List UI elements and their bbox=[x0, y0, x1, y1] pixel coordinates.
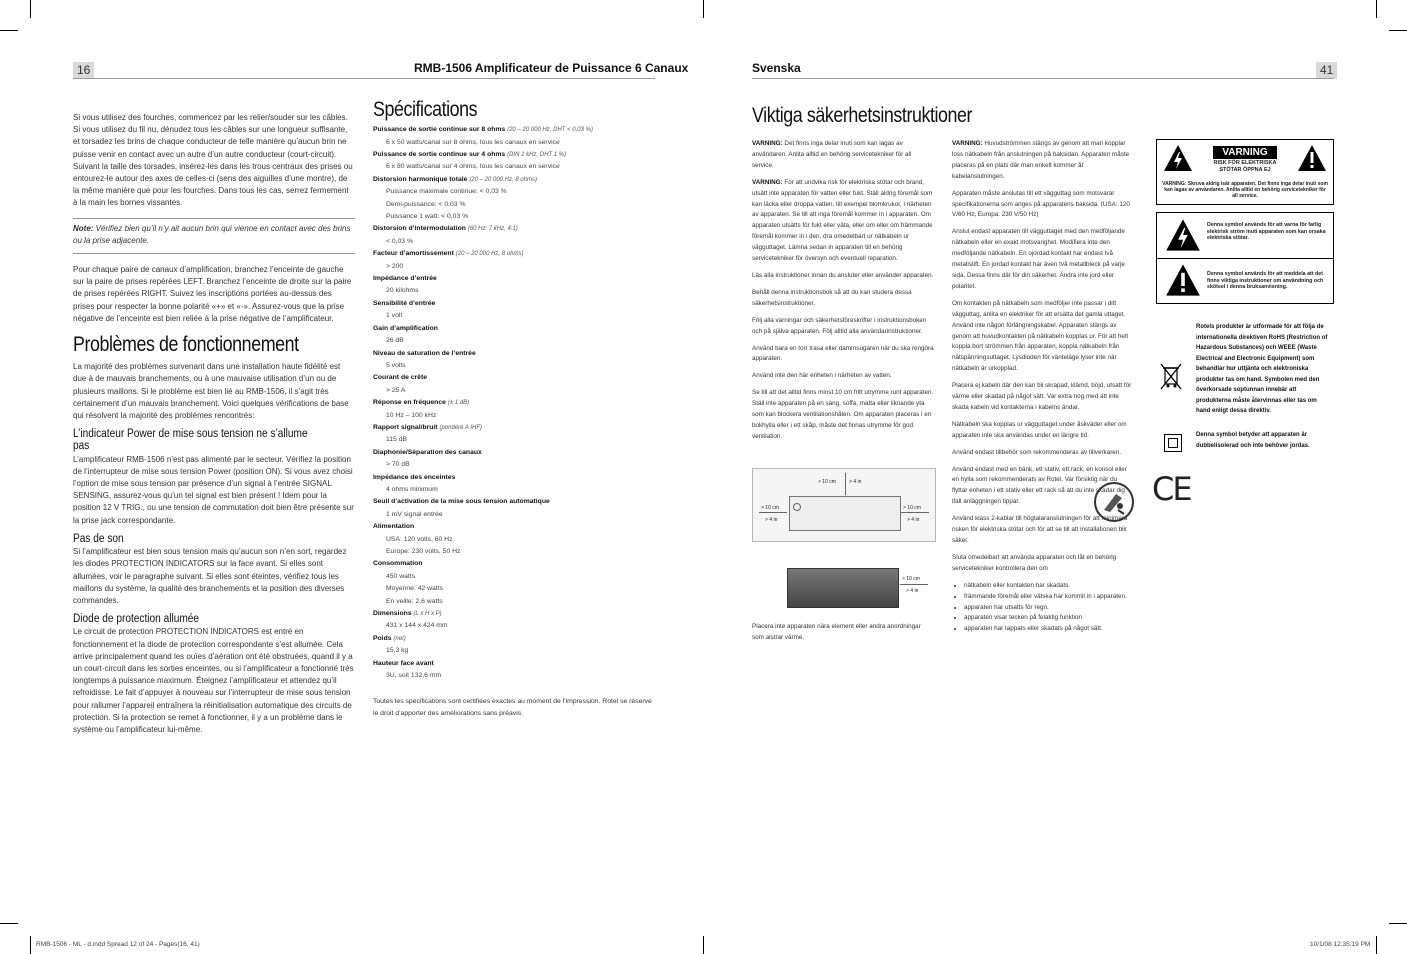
clearance-right2-arrow bbox=[900, 584, 928, 585]
specs-title: Spécifications bbox=[373, 98, 478, 121]
safety-bullet-item: • apparaten har tappats eller skadats på något sätt. bbox=[964, 624, 1134, 635]
spec-value: 20 kilohms bbox=[386, 287, 419, 295]
problems-title: Problèmes de fonctionnement bbox=[73, 333, 299, 357]
spec-value: 1 volt bbox=[386, 312, 403, 320]
spec-label-row bbox=[373, 397, 655, 409]
lightning-triangle-icon bbox=[1163, 144, 1193, 172]
subsection-protection-text: Le circuit de protection PROTECTION INDICATORS est entré en fonctionnement et la diode de protection correspondante s’est allumée. Cela arrive principalement quand les ouïes d’aération ont été obstruées, quand il y a un court-circuit dans les sorties enceintes, ou si l’amplificateur a fonctionné très longtemps à puissance maximum. Éteignez l’amplificateur et attendez qu’il refroidisse. Le fait d’appuyer à nouveau sur l’interrupteur de mise sous tension pour rallumer l’appareil entraînera la réinitialisation automatique des circuits de protection. Si la protection se remet à fonctionner, il y a un problème dans le système ou l’amplificateur lui-même. bbox=[73, 627, 354, 734]
note-label: Note: bbox=[73, 223, 94, 233]
spec-label: Distorsion d’intermodulation bbox=[373, 225, 466, 233]
spec-value: > 200 bbox=[386, 262, 404, 270]
subsection-power-title: L’indicateur Power de mise sous tension ne s’allume pas bbox=[73, 428, 308, 453]
spec-label: Alimentation bbox=[373, 523, 415, 531]
safety-paragraph bbox=[752, 388, 934, 443]
safety-paragraph bbox=[952, 420, 1134, 442]
spec-item bbox=[373, 223, 655, 248]
symbol-box bbox=[1156, 212, 1334, 304]
safety-paragraph bbox=[952, 139, 1134, 183]
spec-item bbox=[373, 472, 655, 497]
spec-item bbox=[373, 397, 655, 422]
spec-label-row bbox=[373, 174, 655, 186]
exclamation-symbol-text: Denna symbol används för att meddela att det finns viktiga instruktioner om användning och skötsel i denna bruksanvisning. bbox=[1207, 271, 1324, 290]
spec-item bbox=[373, 447, 655, 472]
spec-item bbox=[373, 298, 655, 323]
spec-value: > 70 dB bbox=[386, 461, 410, 469]
spec-label: Gain d’amplification bbox=[373, 324, 438, 332]
header-rule-left bbox=[73, 78, 655, 79]
spec-label-row bbox=[373, 521, 655, 533]
warning-banner: VARNING bbox=[1213, 146, 1277, 159]
page-number-right: 41 bbox=[1316, 62, 1337, 79]
safety-paragraph-text: Använd bara en torr trasa eller dammsugaren när du ska rengöra apparaten. bbox=[752, 344, 934, 363]
spec-label: Niveau de saturation de l’entrée bbox=[373, 349, 476, 357]
spec-label-row bbox=[373, 149, 655, 161]
safety-bullet-list bbox=[952, 581, 1134, 636]
spec-label: Dimensions bbox=[373, 610, 412, 618]
spec-label-row bbox=[373, 447, 655, 459]
spec-value: 431 x 144 x 424 mm bbox=[386, 622, 448, 630]
spec-item bbox=[373, 248, 655, 273]
spec-item bbox=[373, 658, 655, 683]
spec-value: USA: 120 volts, 60 Hz bbox=[386, 535, 453, 543]
spec-label: Rapport signal/bruit bbox=[373, 423, 438, 431]
lightning-symbol-icon bbox=[1165, 218, 1201, 252]
spec-label-row bbox=[373, 298, 655, 310]
spec-value: 6 x 50 watts/canal sur 8 ohms, tous les canaux en service bbox=[386, 138, 560, 146]
spec-value: 5 volts bbox=[386, 361, 406, 369]
spec-item bbox=[373, 372, 655, 397]
safety-paragraph bbox=[752, 288, 934, 310]
safety-paragraph-text: Följ alla varningar och säkerhetsföreskrifter i instruktionsboken och på själva apparaten. Följ alltid alla användarinstruktioner. bbox=[752, 316, 927, 335]
spec-item bbox=[373, 174, 655, 224]
spec-value: 450 watts bbox=[386, 572, 416, 580]
clearance-top-label-in: > 4 in bbox=[849, 479, 862, 485]
spec-label-row bbox=[373, 608, 655, 620]
safety-paragraph bbox=[752, 271, 934, 282]
warning-sub1: RISK FÖR ELEKTRISKA bbox=[1213, 160, 1277, 166]
spec-item bbox=[373, 323, 655, 348]
crop-mark bbox=[30, 0, 31, 18]
safety-title: Viktiga säkerhetsinstruktioner bbox=[752, 104, 973, 127]
spec-value: 6 x 80 watts/canal sur 4 ohms, tous les canaux en service bbox=[386, 163, 560, 171]
problems-intro: La majorité des problèmes survenant dans une installation haute fidélité est due à de mauvais branchements, ou à une mauvaise utilisation d’un ou de plusieurs maillons. Si le problème est bien lié au RMB-1506, il s’agit très certainement d’un mauvais branchement. Voici quelques vérifications de base qui résolvent la majorité des problèmes rencontrés: bbox=[73, 362, 349, 421]
safety-paragraph bbox=[752, 316, 934, 338]
safety-bullet-item: • apparaten har utsatts för regn. bbox=[964, 603, 1134, 614]
spec-label: Réponse en fréquence bbox=[373, 399, 446, 407]
spec-label-row bbox=[373, 472, 655, 484]
spec-label: Distorsion harmonique totale bbox=[373, 175, 468, 183]
safety-paragraph-text: Använd endast med en bänk, ett stativ, ett rack, en konsol eller en hylla som rekommenderats av Rotel. Var försiktig när du flyttar enheten i ett stativ eller ett rack så att du inte skadar dig ifall anläggningen tippar. bbox=[952, 465, 1127, 506]
spec-label: Seuil d’activation de la mise sous tension automatique bbox=[373, 498, 550, 506]
spec-item bbox=[373, 521, 655, 558]
safety-paragraph-text: Använd klass 2-kablar till högtalaranslutningen för att minimera risken för elektriska stötar och för att se till att installationen blir säker. bbox=[952, 515, 1128, 544]
spec-item bbox=[373, 633, 655, 658]
spec-value: Puissance maximale continue: < 0,03 % bbox=[386, 188, 507, 196]
clearance-right-label-in: > 4 in bbox=[907, 517, 920, 523]
spec-label: Puissance de sortie continue sur 4 ohms bbox=[373, 151, 506, 159]
subsection-protection-title: Diode de protection allumée bbox=[73, 613, 200, 626]
safety-paragraph-text: Läs alla instruktioner innan du ansluter eller använder apparaten. bbox=[752, 271, 934, 279]
safety-warning-label: VARNING: bbox=[952, 140, 983, 147]
warning-box bbox=[1156, 139, 1334, 205]
safety-paragraph bbox=[752, 178, 934, 265]
spec-value: 3U, soit 132,6 mm bbox=[386, 672, 442, 680]
spec-condition: (20 – 20 000 Hz, 8 ohms) bbox=[469, 176, 538, 183]
page-header-title-left: RMB-1506 Amplificateur de Puissance 6 Canaux bbox=[414, 61, 689, 75]
spec-label-row bbox=[373, 558, 655, 570]
safety-paragraph bbox=[952, 227, 1134, 292]
spec-condition: (60 Hz: 7 kHz, 4:1) bbox=[467, 226, 518, 233]
spec-value: 4 ohms minimum bbox=[386, 485, 438, 493]
spec-value: Demi-puissance: < 0,03 % bbox=[386, 200, 466, 208]
safety-paragraph-text: Placera ej kabeln där den kan bli skrapad, klämd, böjd, utsatt för värme eller skadad på något sätt. Var extra nog med att inte skada kabeln vid kontakterna i kabelns ändar. bbox=[952, 382, 1132, 411]
cart-tipover-icon bbox=[1094, 482, 1134, 522]
note-text: Vérifiez bien qu’il n’y ait aucun brin qui vienne en contact avec des brins ou la prise adjacente. bbox=[73, 223, 351, 245]
safety-warning-label: VARNING: bbox=[752, 178, 783, 186]
speaker-connection-paragraph: Pour chaque paire de canaux d’amplification, branchez l’enceinte de gauche sur la paire de prises repérées LEFT. Branchez l’enceinte de droite sur la paire de prises repérées RIGHT. Suivez les inscriptions portées au-dessus des prises pour respecter la bonne polarité «+» et «-». Assurez-vous que la prise négative de l’enceinte est bien reliée à la prise négative de l’amplificateur. bbox=[73, 265, 352, 323]
ce-mark-icon: CE bbox=[1152, 470, 1191, 508]
figure-caption: Placera inte apparaten nära element eller andra anordningar som alstrar värme. bbox=[752, 623, 921, 641]
specifications-column bbox=[373, 98, 655, 720]
spec-value: 15,3 kg bbox=[386, 647, 409, 655]
rohs-text: Rotels produkter är utformade för att följa de internationella direktiven RoHS (Restriction of Hazardous Substances) och WEEE (Waste Electrical and Electronic Equipment) som behandlar hur uttjänta och elektroniska produkter tas om hand. Symbolen med den överkorsade soptunnan innebär att produkterna måste återvinnas eller tas om hand enligt dessa direktiv. bbox=[1196, 324, 1328, 414]
symbol-divider bbox=[1157, 258, 1333, 259]
spec-label-row bbox=[373, 248, 655, 260]
specs-list bbox=[373, 124, 655, 682]
spec-label-row bbox=[373, 323, 655, 335]
spec-condition: (± 1 dB) bbox=[447, 400, 470, 407]
spec-value: 10 Hz – 100 kHz bbox=[386, 411, 437, 419]
footer-left: RMB-1506 - ML - d.indd Spread 12 of 24 - Pages(16, 41) bbox=[36, 941, 200, 948]
safety-paragraph-text: Se till att det alltid finns minst 10 cm fritt utrymme runt apparaten. Ställ inte apparaten på en säng, soffa, matta eller liknande yta som kan blockera ventilationshålen. Om apparaten placeras i en bokhylla eller i ett skåp, måste det finnas utrymme för god ventilation. bbox=[752, 389, 934, 440]
spec-item bbox=[373, 422, 655, 447]
clearance-left-label: > 10 cm bbox=[761, 505, 779, 511]
safety-bullet-item: • nätkabeln eller kontakten har skadats. bbox=[964, 581, 1134, 592]
safety-paragraph-text: Sluta omedelbart att använda apparaten och låt en behörig servicetekniker kontrollera den om bbox=[952, 553, 1117, 572]
spec-value: En veille: 2,6 watts bbox=[386, 597, 443, 605]
amplifier-top-drawing bbox=[787, 568, 899, 608]
spec-label-row bbox=[373, 633, 655, 645]
safety-paragraph bbox=[952, 189, 1134, 222]
spec-condition: (20 – 20 000 Hz, 8 ohms) bbox=[455, 251, 524, 258]
safety-paragraph-text: Använd inte den här enheten i närheten av vatten. bbox=[752, 372, 892, 380]
spec-label-row bbox=[373, 422, 655, 434]
spec-item bbox=[373, 608, 655, 633]
clearance-right2-label-in: > 4 in bbox=[906, 588, 919, 594]
safety-paragraph-text: Anslut endast apparaten till vägguttaget med den medföljande nätkabeln eller en exakt motsvarighet. Modifiera inte den medföljande nätkabeln. En ojordad kontakt har endast två metallstift. En jordad kontakt har även två metallbleck på varje sida. Dessa finns där för din säkerhet. Ändra inte jord eller polaritet. bbox=[952, 228, 1125, 290]
subsection-no-sound-text: Si l’amplificateur est bien sous tension mais qu’aucun son n’en sort, regardez les diodes PROTECTION INDICATORS sur la face avant. Si elles sont allumées, voir le paragraphe suivant. Si elles sont éteintes, vérifiez tous les maillons du système, la qualité des branchements et la position des diverses commandes. bbox=[73, 547, 347, 605]
page-header-title-right: Svenska bbox=[752, 61, 801, 75]
warning-caption: VARNING: Skruva aldrig isär apparaten. Det finns inga delar inuti som kan lagas av användaren. Anlita alltid en behörig servicetekniker för all service. bbox=[1162, 181, 1328, 200]
spec-value: Puissance 1 watt: < 0,03 % bbox=[386, 213, 469, 221]
note-box bbox=[73, 218, 355, 254]
spec-label: Hauteur face avant bbox=[373, 659, 434, 667]
safety-column-1 bbox=[752, 139, 934, 449]
safety-paragraph-text: Behåll denna instruktionsbok så att du kan studera dessa säkerhetsinstruktioner. bbox=[752, 288, 912, 307]
safety-paragraph bbox=[952, 553, 1134, 575]
crop-mark bbox=[0, 923, 18, 924]
subsection-no-sound-title: Pas de son bbox=[73, 532, 124, 545]
spec-label: Puissance de sortie continue sur 8 ohms bbox=[373, 126, 506, 134]
safety-paragraph bbox=[952, 299, 1134, 375]
spec-label: Poids bbox=[373, 634, 392, 642]
spec-item bbox=[373, 149, 655, 174]
safety-bullet-item: • främmande föremål eller vätska har kommit in i apparaten. bbox=[964, 592, 1134, 603]
spec-value: > 25 A bbox=[386, 386, 406, 394]
safety-bullet-item: • apparaten visar tecken på felaktig funktion bbox=[964, 613, 1134, 624]
exclamation-triangle-icon bbox=[1297, 144, 1327, 172]
spec-label: Consommation bbox=[373, 560, 423, 568]
clearance-right-label: > 10 cm bbox=[903, 505, 921, 511]
spec-condition: (L x H x P) bbox=[413, 611, 442, 618]
spec-label: Sensibilité d’entrée bbox=[373, 299, 436, 307]
intro-paragraph: Si vous utilisez des fourches, commencez par les relier/souder sur les câbles. Si vous utilisez du fil nu, dénudez tous les câbles sur une longueur suffisante, et torsadez les brins de chaque conducteur de telle manière qu’aucun brin ne puisse venir en contact avec un autre d’un autre conducteur (court-circuit). Suivant la taille des torsades, insérez-les dans les trous centraux des prises ou entourez-le autour des axes de celles-ci (sens des aiguilles d’une montre), de la même manière que pour les fourches. Dans tous les cas, serrez fermement à la main les bornes vissantes. bbox=[73, 113, 353, 208]
double-insulated-icon bbox=[1164, 434, 1182, 452]
spec-value: < 0,03 % bbox=[386, 237, 414, 245]
spec-label-row bbox=[373, 496, 655, 508]
clearance-top-arrow bbox=[845, 473, 846, 495]
crossed-bin-icon bbox=[1160, 362, 1182, 390]
specs-footer: Toutes les spécifications sont certifiées exactes au moment de l’impression. Rotel se réserve le droit d’apporter des améliorations sans préavis. bbox=[373, 698, 652, 718]
spec-label: Facteur d’amortissement bbox=[373, 250, 454, 258]
safety-paragraph-text: Huvudströmmen stängs av genom att man kopplar loss nätkabeln från anslutningen på baksidan. Apparaten måste placeras på en plats där man enkelt kommer åt kabelanslutningen. bbox=[952, 140, 1130, 180]
safety-paragraph-text: Nätkabeln ska kopplas ur vägguttaget under åskväder eller om apparaten inte ska användas under en längre tid. bbox=[952, 420, 1127, 439]
spec-label-row bbox=[373, 273, 655, 285]
safety-warning-label: VARNING: bbox=[752, 140, 783, 147]
safety-column-2 bbox=[952, 139, 1134, 635]
spec-condition: (pondéré A IHF) bbox=[439, 424, 483, 431]
subsection-power-text: L’amplificateur RMB-1506 n’est pas alimenté par le secteur. Vérifiez la position de l’interrupteur de mise sous tension Power (position ON). Si vous avez choisi l’option de mise sous tension par présence d’un signal à l’entrée SIGNAL SENSING, assurez-vous qu’un tel signal est bien présent ! Idem pour la position 12 V TRIG., ou une tension de commutation doit bien être présente sur la prise jack correspondante. bbox=[73, 454, 354, 525]
spec-value: 26 dB bbox=[386, 337, 404, 345]
clearance-top-label: > 10 cm bbox=[818, 479, 836, 485]
amplifier-front-drawing bbox=[789, 496, 901, 531]
warning-sub2: STÖTAR ÖPPNA EJ bbox=[1219, 167, 1271, 173]
safety-paragraph bbox=[752, 139, 934, 172]
crop-mark bbox=[1376, 0, 1377, 18]
safety-paragraph bbox=[752, 344, 934, 366]
spec-label-row bbox=[373, 124, 655, 136]
spec-item bbox=[373, 124, 655, 149]
spec-label-row bbox=[373, 658, 655, 670]
clearance-right2-label: > 10 cm bbox=[902, 576, 920, 582]
exclamation-symbol-icon bbox=[1165, 263, 1201, 297]
crop-mark bbox=[1389, 923, 1407, 924]
spec-label: Courant de crête bbox=[373, 374, 428, 382]
safety-paragraph bbox=[952, 448, 1134, 459]
clearance-left-label-in: > 4 in bbox=[765, 517, 778, 523]
spec-item bbox=[373, 348, 655, 373]
crop-mark bbox=[1389, 30, 1407, 31]
spec-label-row bbox=[373, 223, 655, 235]
safety-paragraph bbox=[752, 371, 934, 382]
spec-label-row bbox=[373, 372, 655, 384]
clearance-left-arrow bbox=[759, 512, 787, 513]
double-insulated-text: Denna symbol betyder att apparaten är dubbelisolerad och inte behöver jordas. bbox=[1196, 432, 1310, 449]
safety-paragraph bbox=[952, 381, 1134, 414]
crop-mark bbox=[703, 0, 704, 18]
spec-item bbox=[373, 273, 655, 298]
crop-mark bbox=[703, 936, 704, 954]
crop-mark bbox=[30, 936, 31, 954]
safety-paragraph-text: Använd endast tillbehör som rekommenderas av tillverkaren. bbox=[952, 448, 1122, 456]
safety-paragraph-text: För att undvika risk för elektriska stötar och brand, utsätt inte apparaten för vatten eller fukt. Ställ aldrig föremål som kan läcka eller droppa vatten, till exempel blomkrukor, i närheten av apparaten. Se till att inga föremål kommer in i apparaten. Om apparaten utsätts för fukt eller väta, eller om eller om främmande föremål kommer in i den, dra omedelbart ur nätkabeln ur vägguttaget. Lämna sedan in apparaten till en behörig servicetekniker för översyn och eventuell reparation. bbox=[752, 178, 933, 263]
safety-paragraph-text: Om kontakten på nätkabeln som medföljer inte passar i ditt vägguttag, anlita en elektriker för att ersätta det gamla uttaget. Använd inte någon förlängningskabel. Apparaten stängs av genom att huvudkontakten på nätkabeln kopplas ur. För att helt koppla bort strömmen från apparaten, koppla nätkabeln från nätspänningsuttaget. Lysdioden för vänteläge lyser inte när nätkabeln är urkopplad. bbox=[952, 299, 1129, 373]
page-number-left: 16 bbox=[73, 62, 94, 79]
placement-figure-2 bbox=[752, 566, 934, 612]
spec-condition: (20 – 20 000 Hz, DHT < 0,03 %) bbox=[507, 127, 593, 134]
spec-label: Impédance d’entrée bbox=[373, 275, 437, 283]
left-column-1 bbox=[73, 112, 355, 742]
spec-label: Diaphonie/Séparation des canaux bbox=[373, 448, 482, 456]
placement-figure bbox=[752, 468, 936, 542]
spec-item bbox=[373, 496, 655, 521]
spec-label-row bbox=[373, 348, 655, 360]
crop-mark bbox=[1376, 936, 1377, 954]
safety-paragraph-text: Apparaten måste anslutas till ett vägguttag som motsvarar specifikationerna som anges på apparatens baksida. (USA: 120 V/60 Hz, Europa: 230 V/50 Hz) bbox=[952, 189, 1130, 219]
lightning-symbol-text: Denna symbol används för att varna för farlig elektrisk ström inuti apparaten som kan orsaka elektriska stötar. bbox=[1207, 222, 1326, 241]
spec-condition: (DIN 1 kHz, DHT 1 %) bbox=[507, 152, 567, 159]
clearance-right-arrow bbox=[901, 512, 929, 513]
spec-label: Impédance des enceintes bbox=[373, 473, 456, 481]
crop-mark bbox=[0, 30, 18, 31]
power-button bbox=[793, 503, 801, 511]
spec-value: 1 mV signal entrée bbox=[386, 510, 443, 518]
spec-condition: (net) bbox=[393, 635, 406, 642]
spec-value: 115 dB bbox=[386, 436, 408, 444]
spec-value: Moyenne: 42 watts bbox=[386, 585, 444, 593]
header-rule-right bbox=[752, 78, 1334, 79]
spec-item bbox=[373, 558, 655, 608]
footer-right: 10/1/08 12:35:19 PM bbox=[1310, 941, 1371, 948]
spec-value: Europe: 230 volts, 50 Hz bbox=[386, 548, 461, 556]
safety-paragraph-text: Det finns inga delar inuti som kan lagas av användaren. Anlita alltid en behörig servicetekniker för all service. bbox=[752, 140, 912, 169]
